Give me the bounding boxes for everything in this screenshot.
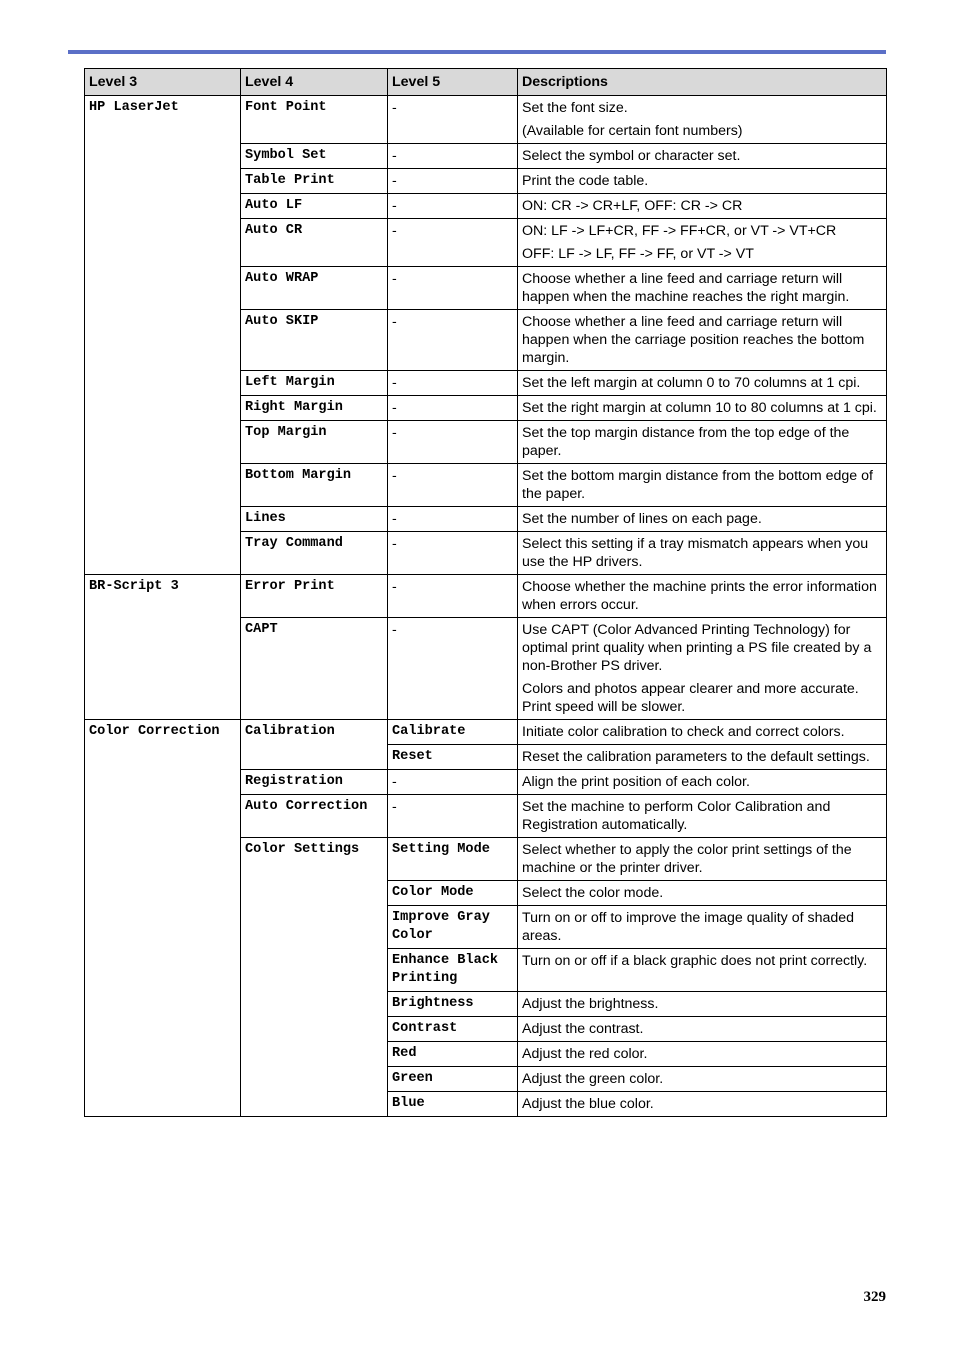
description-cell (518, 267, 887, 310)
level4-cell: Left Margin (241, 371, 388, 396)
description-cell (518, 396, 887, 421)
level5-cell: - (388, 575, 518, 618)
description-cell (518, 720, 887, 745)
level5-cell: - (388, 310, 518, 371)
description-text: Adjust the contrast. (522, 1021, 644, 1037)
description-text: Align the print position of each color. (522, 774, 750, 790)
description-text: Set the left margin at column 0 to 70 columns at 1 cpi. (522, 375, 861, 391)
level5-cell: - (388, 770, 518, 795)
level5-cell: - (388, 219, 518, 267)
level4-cell: Auto WRAP (241, 267, 388, 310)
level4-cell: Tray Command (241, 532, 388, 575)
description-cell (518, 464, 887, 507)
description-cell (518, 1042, 887, 1067)
level5-cell: Red (388, 1042, 518, 1067)
level5-cell: Brightness (388, 992, 518, 1017)
description-cell (518, 770, 887, 795)
description-cell (518, 992, 887, 1017)
description-text: Turn on or off to improve the image quality of shaded areas. (522, 910, 855, 944)
level4-cell: Color Settings (241, 838, 388, 1117)
level5-cell: Reset (388, 745, 518, 770)
description-cell (518, 144, 887, 169)
level4-cell: Error Print (241, 575, 388, 618)
level5-cell: Blue (388, 1092, 518, 1117)
description-cell (518, 1092, 887, 1117)
description-text: Choose whether a line feed and carriage return will happen when the carriage position reaches the bottom margin. (522, 314, 865, 366)
table-row (85, 96, 887, 144)
level4-cell: Auto LF (241, 194, 388, 219)
description-text: Adjust the brightness. (522, 996, 659, 1012)
level4-cell: Right Margin (241, 396, 388, 421)
description-cell (518, 1017, 887, 1042)
table-header (85, 69, 887, 96)
description-cell (518, 906, 887, 949)
level4-cell: Table Print (241, 169, 388, 194)
level5-cell: - (388, 96, 518, 144)
description-text: Choose whether the machine prints the error information when errors occur. (522, 579, 877, 613)
description-cell (518, 96, 887, 144)
description-text: (Available for certain font numbers) (522, 123, 743, 139)
level5-cell: - (388, 169, 518, 194)
description-text: Adjust the red color. (522, 1046, 648, 1062)
description-text: Adjust the green color. (522, 1071, 664, 1087)
header-descriptions: Descriptions (518, 69, 887, 96)
header-level3: Level 3 (85, 69, 241, 96)
level5-cell: - (388, 532, 518, 575)
description-text: OFF: LF -> LF, FF -> FF, or VT -> VT (522, 246, 754, 262)
level4-cell: CAPT (241, 618, 388, 720)
description-cell (518, 881, 887, 906)
description-text: Reset the calibration parameters to the default settings. (522, 749, 870, 765)
description-cell (518, 194, 887, 219)
level4-cell: Auto Correction (241, 795, 388, 838)
description-text: Set the font size. (522, 100, 628, 116)
level5-cell: Enhance Black Printing (388, 949, 518, 992)
description-cell (518, 618, 887, 720)
level4-cell: Auto CR (241, 219, 388, 267)
level5-cell: - (388, 194, 518, 219)
page-number: 329 (863, 1289, 886, 1305)
description-text: Set the top margin distance from the top edge of the paper. (522, 425, 850, 459)
header-level5: Level 5 (388, 69, 518, 96)
header-rule (68, 50, 886, 54)
description-cell (518, 371, 887, 396)
description-text: Adjust the blue color. (522, 1096, 654, 1112)
level4-cell: Top Margin (241, 421, 388, 464)
header-level4: Level 4 (241, 69, 388, 96)
level5-cell: Setting Mode (388, 838, 518, 881)
level4-cell: Bottom Margin (241, 464, 388, 507)
level5-cell: - (388, 371, 518, 396)
description-cell (518, 507, 887, 532)
description-text: Set the bottom margin distance from the bottom edge of the paper. (522, 468, 873, 502)
description-text: Use CAPT (Color Advanced Printing Technology) for optimal print quality when printing a PS file created by a non-Brother PS driver. (522, 622, 872, 674)
level4-cell: Registration (241, 770, 388, 795)
description-text: Select this setting if a tray mismatch appears when you use the HP drivers. (522, 536, 869, 570)
description-cell (518, 795, 887, 838)
level4-cell: Symbol Set (241, 144, 388, 169)
description-text: Select the color mode. (522, 885, 664, 901)
level4-cell: Lines (241, 507, 388, 532)
description-cell (518, 310, 887, 371)
description-cell (518, 949, 887, 992)
description-cell (518, 575, 887, 618)
description-cell (518, 1067, 887, 1092)
level5-cell: Contrast (388, 1017, 518, 1042)
description-text: ON: LF -> LF+CR, FF -> FF+CR, or VT -> VT+CR (522, 223, 837, 239)
description-text: Colors and photos appear clearer and more accurate. Print speed will be slower. (522, 681, 859, 715)
level4-cell: Auto SKIP (241, 310, 388, 371)
level3-cell: Color Correction (85, 720, 241, 1117)
level5-cell: - (388, 618, 518, 720)
level5-cell: - (388, 144, 518, 169)
level5-cell: - (388, 795, 518, 838)
description-text: Select whether to apply the color print settings of the machine or the printer driver. (522, 842, 852, 876)
level5-cell: - (388, 396, 518, 421)
description-text: Initiate color calibration to check and correct colors. (522, 724, 845, 740)
table-body (85, 96, 887, 1117)
description-text: ON: CR -> CR+LF, OFF: CR -> CR (522, 198, 743, 214)
level5-cell: Green (388, 1067, 518, 1092)
description-text: Set the right margin at column 10 to 80 columns at 1 cpi. (522, 400, 877, 416)
description-cell (518, 838, 887, 881)
description-cell (518, 219, 887, 267)
level5-cell: Color Mode (388, 881, 518, 906)
description-cell (518, 532, 887, 575)
level3-cell: HP LaserJet (85, 96, 241, 575)
level4-cell: Calibration (241, 720, 388, 770)
description-text: Print the code table. (522, 173, 649, 189)
description-text: Select the symbol or character set. (522, 148, 741, 164)
description-text: Set the number of lines on each page. (522, 511, 762, 527)
description-text: Turn on or off if a black graphic does not print correctly. (522, 953, 868, 969)
level5-cell: - (388, 464, 518, 507)
description-cell (518, 421, 887, 464)
header-row (85, 69, 887, 96)
level5-cell: Calibrate (388, 720, 518, 745)
table-row (85, 575, 887, 618)
level5-cell: - (388, 267, 518, 310)
level5-cell: Improve Gray Color (388, 906, 518, 949)
level5-cell: - (388, 421, 518, 464)
settings-menu-table (84, 68, 887, 1117)
level3-cell: BR-Script 3 (85, 575, 241, 720)
description-cell (518, 745, 887, 770)
description-text: Choose whether a line feed and carriage return will happen when the machine reaches the right margin. (522, 271, 850, 305)
description-text: Set the machine to perform Color Calibration and Registration automatically. (522, 799, 831, 833)
level5-cell: - (388, 507, 518, 532)
level4-cell: Font Point (241, 96, 388, 144)
description-cell (518, 169, 887, 194)
table-row (85, 720, 887, 745)
